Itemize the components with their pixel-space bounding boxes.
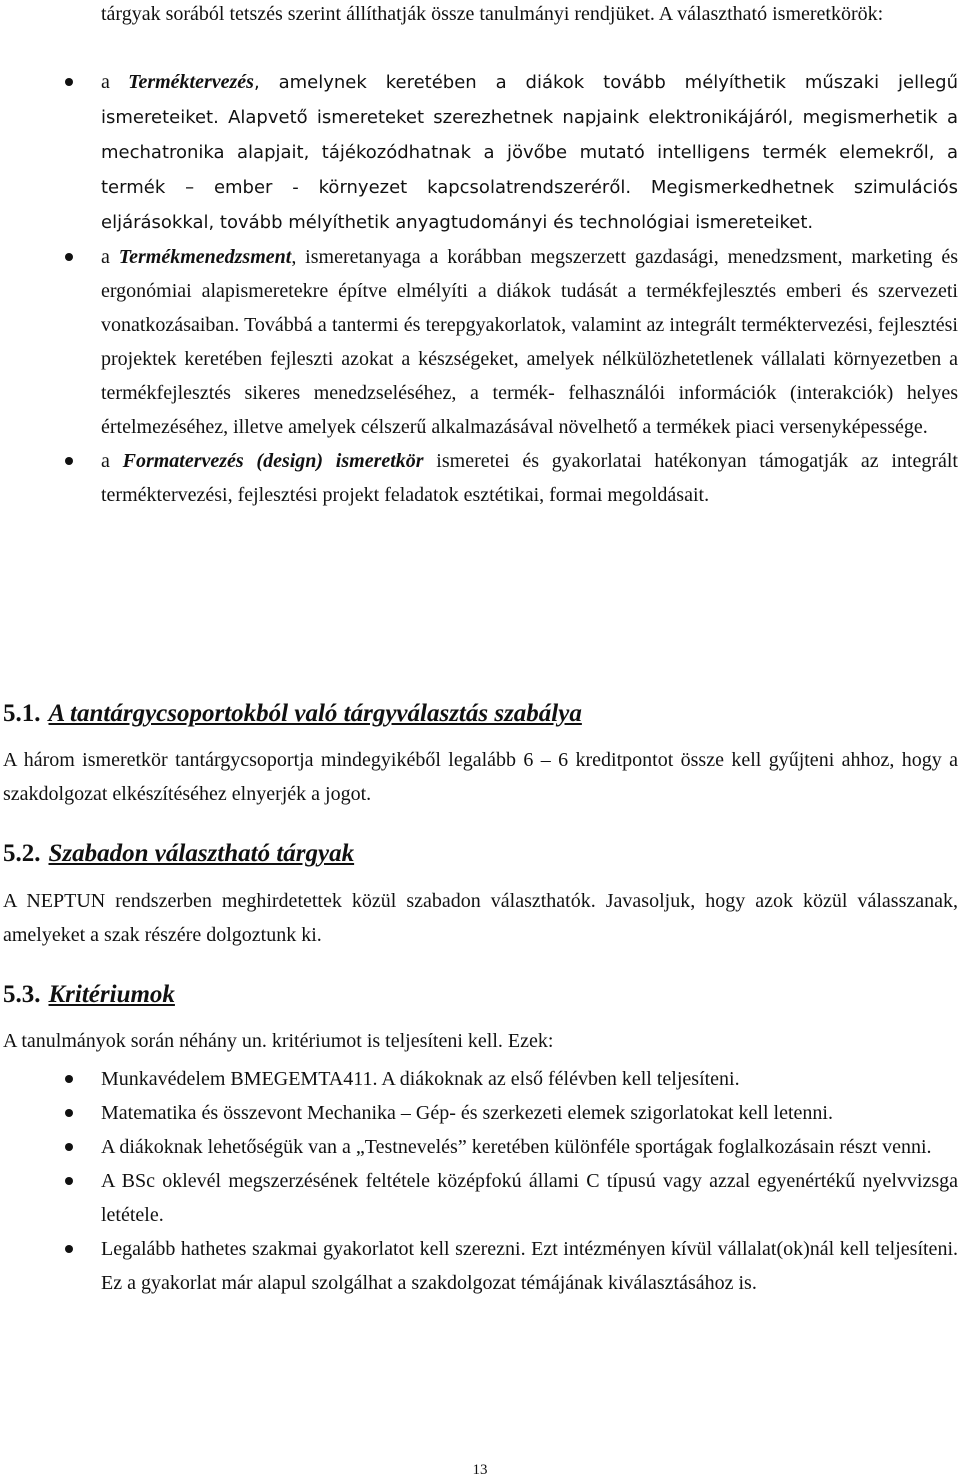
section-5-2-heading bbox=[3, 837, 354, 871]
section-title: Kritériumok bbox=[48, 981, 175, 1008]
section-number: 5.2. bbox=[3, 840, 41, 867]
section-title: A tantárgycsoportokból való tárgyválasztás szabálya bbox=[48, 700, 582, 727]
area-description: , ismeretanyaga a korábban megszerzett gazdasági, menedzsment, marketing és ergonómiai alapismeretekre építve elmélyíti a diákok tudását a termékfejlesztés emberi és szervezeti vonatkozásaiban. Továbbá a tantermi és terepgyakorlatok, valamint az integrált terméktervezési, fejlesztési projektek keretében fejleszti azokat a készségeket, amelyek nélkülözhetetlenek vállalati környezetben a termékfejlesztés sikeres menedzseléséhez, a termék- felhasználói információk (interakciók) helyes értelmezéséhez, illetve amelyek célszerű alkalmazásával növelhető a termékek piaci versenyképessége. bbox=[101, 246, 958, 438]
criteria-item: Munkavédelem BMEGEMTA411. A diákoknak az első félévben kell teljesíteni. bbox=[101, 1062, 958, 1096]
area-term: Termékmenedzsment bbox=[118, 246, 292, 268]
area-term: Terméktervezés bbox=[128, 71, 254, 93]
section-5-1-heading bbox=[3, 697, 582, 731]
section-5-2-body bbox=[3, 884, 958, 952]
area-prefix: a bbox=[101, 246, 119, 268]
section-5-3-body bbox=[3, 1024, 958, 1058]
area-item-formatervezés bbox=[101, 444, 958, 512]
criteria-item: Legalább hathetes szakmai gyakorlatot kell szerezni. Ezt intézményen kívül vállalat(ok)nál kell teljesíteni. Ez a gyakorlat már alapul szolgálhat a szakdolgozat témájának kiválasztásához is. bbox=[101, 1232, 958, 1300]
criteria-list bbox=[101, 1062, 958, 1300]
page-number: 13 bbox=[472, 1462, 488, 1478]
section-body-text: A három ismeretkör tantárgycsoportja mindegyikéből legalább 6 – 6 kreditpontot össze kell gyűjteni ahhoz, hogy a szakdolgozat elkészítéséhez elnyerjék a jogot. bbox=[3, 749, 958, 805]
knowledge-areas bbox=[101, 65, 958, 512]
criteria-item: Matematika és összevont Mechanika – Gép- és szerkezeti elemek szigorlatokat kell letenni. bbox=[101, 1096, 958, 1130]
criteria-list-block bbox=[101, 1062, 958, 1300]
section-5-3-heading bbox=[3, 978, 175, 1012]
section-title: Szabadon választható tárgyak bbox=[48, 840, 355, 867]
area-prefix: a bbox=[101, 71, 129, 93]
criteria-item: A BSc oklevél megszerzésének feltétele középfokú állami C típusú vagy azzal egyenértékű nyelvvizsga letétele. bbox=[101, 1164, 958, 1232]
area-item-termékmenedzsment bbox=[101, 240, 958, 444]
area-term: Formatervezés (design) ismeretkör bbox=[122, 450, 424, 472]
section-body-text: A tanulmányok során néhány un. kritériumot is teljesíteni kell. Ezek: bbox=[3, 1030, 554, 1052]
intro-text: tárgyak sorából tetszés szerint állíthatják össze tanulmányi rendjüket. A választható ismeretkörök: bbox=[101, 3, 884, 25]
criteria-item: A diákoknak lehetőségük van a „Testnevelés” keretében különféle sportágak foglalkozásain részt venni. bbox=[101, 1130, 958, 1164]
section-body-text: A NEPTUN rendszerben meghirdetettek közül szabadon választhatók. Javasoljuk, hogy azok közül válasszanak, amelyeket a szak részére dolgoztunk ki. bbox=[3, 890, 958, 946]
area-description: ismeretei és gyakorlatai hatékonyan támogatják az integrált terméktervezési, fejlesztési projekt feladatok esztétikai, formai megoldásait. bbox=[101, 450, 958, 506]
area-item-terméktervezés bbox=[101, 65, 958, 240]
section-number: 5.1. bbox=[3, 700, 41, 727]
section-number: 5.3. bbox=[3, 981, 41, 1008]
area-description: , amelynek keretében a diákok tovább mélyíthetik műszaki jellegű ismereteiket. Alapvető ismereteket szerezhetnek napjaink elektronikájáról, megismerhetik a mechatronika alapjait, tájékozódhatnak a jövőbe mutató intelligens termék elemekről, a termék – ember - környezet kapcsolatrendszeréről. Megismerkedhetnek szimulációs eljárásokkal, tovább mélyíthetik anyagtudományi és technológiai ismereteiket. bbox=[101, 72, 958, 233]
section-5-1-body bbox=[3, 743, 958, 811]
intro-paragraph bbox=[101, 0, 958, 31]
areas-list bbox=[101, 65, 958, 512]
area-prefix: a bbox=[101, 450, 123, 472]
